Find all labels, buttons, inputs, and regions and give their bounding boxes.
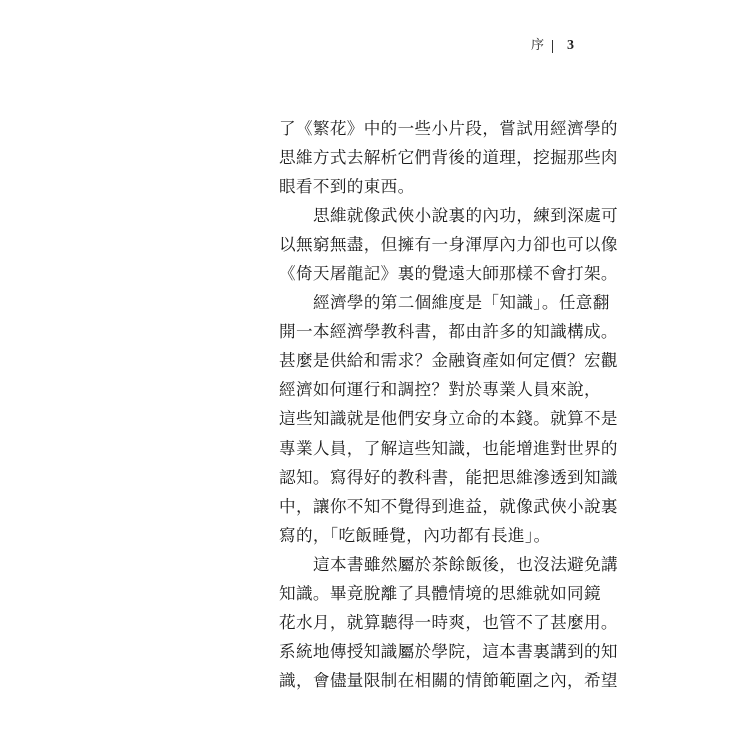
text-line: 眼看不到的東西。 <box>279 177 415 197</box>
text-line: 識，會儘量限制在相關的情節範圍之內，希望 <box>279 670 618 690</box>
text-line: 甚麼是供給和需求？金融資產如何定價？宏觀 <box>279 351 618 371</box>
text-line: 開一本經濟學教科書，都由許多的知識構成。 <box>279 322 618 342</box>
paragraph-start-line: 思維就像武俠小說裏的內功，練到深處可 <box>313 206 618 226</box>
header-divider <box>552 40 553 53</box>
text-line: 這些知識就是他們安身立命的本錢。就算不是 <box>279 409 618 429</box>
section-title: 序 <box>530 38 544 53</box>
page-number: 3 <box>567 38 574 53</box>
paragraph-start-line: 經濟學的第二個維度是「知識」。任意翻 <box>313 293 610 313</box>
text-line: 系統地傳授知識屬於學院，這本書裏講到的知 <box>279 641 618 661</box>
text-line: 以無窮無盡，但擁有一身渾厚內力卻也可以像 <box>279 235 618 255</box>
text-line: 寫的，「吃飯睡覺，內功都有長進」。 <box>279 525 551 545</box>
text-line: 了《繁花》中的一些小片段，嘗試用經濟學的 <box>279 119 618 138</box>
text-line: 《倚天屠龍記》裏的覺遠大師那樣不會打架。 <box>279 264 618 284</box>
running-head <box>531 38 574 54</box>
text-line: 中，讓你不知不覺得到進益，就像武俠小說裏 <box>279 496 618 516</box>
body-text <box>279 114 618 695</box>
text-line: 思維方式去解析它們背後的道理，挖掘那些肉 <box>279 148 618 168</box>
paragraph-start-line: 這本書雖然屬於茶餘飯後，也沒法避免講 <box>313 554 618 574</box>
text-line: 認知。寫得好的教科書，能把思維滲透到知識 <box>279 467 618 487</box>
text-line: 花水月，就算聽得一時爽，也管不了甚麼用。 <box>279 612 618 632</box>
text-line: 專業人員，了解這些知識，也能增進對世界的 <box>279 438 618 458</box>
text-line: 經濟如何運行和調控？對於專業人員來說， <box>279 380 601 400</box>
text-line: 知識。畢竟脫離了具體情境的思維就如同鏡 <box>279 583 601 603</box>
